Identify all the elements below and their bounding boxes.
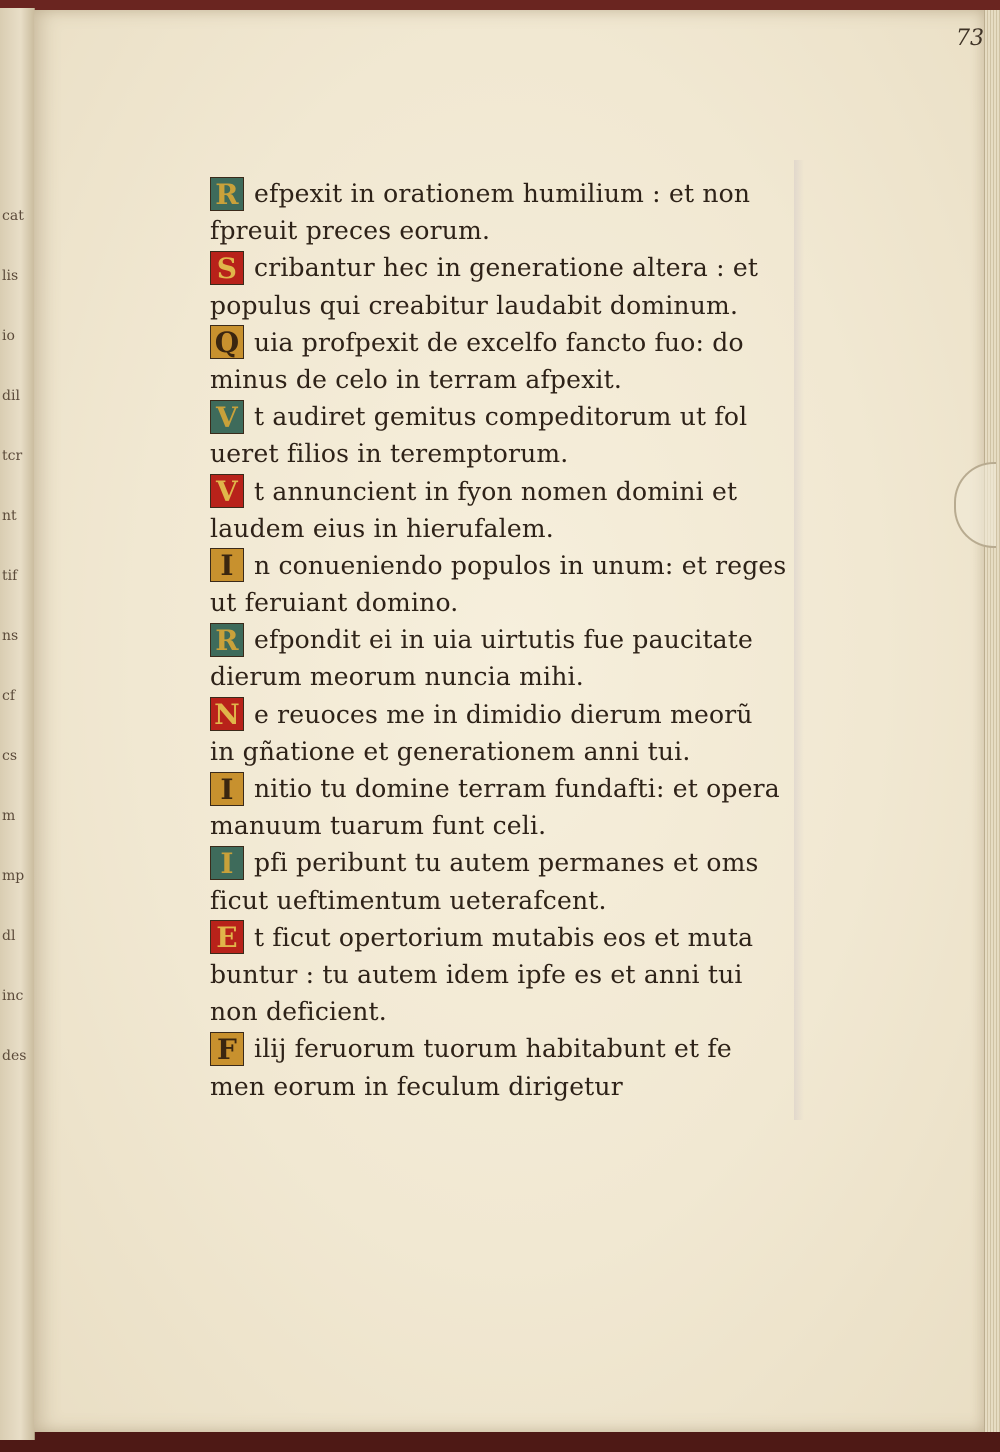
manuscript-line <box>210 956 810 993</box>
line-text: t annuncient in fyon nomen domini et <box>254 476 738 506</box>
line-text: in gñatione et generationem anni tui. <box>210 736 691 766</box>
prev-page-fragment: inc <box>2 988 24 1004</box>
psalm-text-block <box>210 175 810 1105</box>
manuscript-line <box>210 696 810 733</box>
line-text: pfi peribunt tu autem permanes et oms <box>254 848 759 878</box>
manuscript-line <box>210 621 810 658</box>
line-text: ficut ueftimentum ueterafcent. <box>210 885 607 915</box>
line-text: efpexit in orationem humilium : et non <box>254 179 751 208</box>
line-text: manuum tuarum funt celi. <box>210 811 547 841</box>
line-text: ueret filios in teremptorum. <box>210 439 569 469</box>
page-stack-edge <box>984 10 1000 1432</box>
line-text: ilij feruorum tuorum habitabunt et fe <box>254 1034 732 1064</box>
illuminated-initial: F <box>210 1032 244 1066</box>
manuscript-line <box>210 547 810 584</box>
prev-page-fragment: ns <box>2 628 19 644</box>
line-text: dierum meorum nuncia mihi. <box>210 662 584 692</box>
line-text: e reuoces me in dimidio dierum meorũ <box>254 699 753 729</box>
prev-page-fragment: m <box>2 808 16 824</box>
manuscript-line <box>210 919 810 956</box>
manuscript-line <box>210 212 810 249</box>
line-text: uia profpexit de excelfo fancto fuo: do <box>254 327 744 357</box>
manuscript-page <box>34 10 984 1432</box>
manuscript-line <box>210 398 810 435</box>
manuscript-line <box>210 993 810 1030</box>
folio-number: 73 <box>956 26 984 51</box>
line-text: cribantur hec in generatione altera : et <box>254 253 759 283</box>
manuscript-line <box>210 807 810 844</box>
line-text: men eorum in feculum dirigetur <box>210 1071 623 1101</box>
manuscript-line <box>210 473 810 510</box>
manuscript-line <box>210 882 810 919</box>
line-text: t audiret gemitus compeditorum ut fol <box>254 402 748 432</box>
line-text: n conueniendo populos in unum: et reges <box>254 550 787 580</box>
manuscript-line <box>210 844 810 881</box>
prev-page-fragment: tif <box>2 568 18 584</box>
prev-page-fragment: tcr <box>2 448 23 464</box>
previous-page-edge <box>0 8 35 1440</box>
prev-page-fragment: io <box>2 328 15 344</box>
manuscript-line <box>210 287 810 324</box>
prev-page-fragment: dl <box>2 928 16 944</box>
manuscript-line <box>210 510 810 547</box>
manuscript-line <box>210 324 810 361</box>
illuminated-initial: I <box>210 846 244 880</box>
line-text: populus qui creabitur laudabit dominum. <box>210 290 739 320</box>
line-text: non deficient. <box>210 997 387 1027</box>
line-text: efpondit ei in uia uirtutis fue paucitate <box>254 625 754 655</box>
manuscript-line <box>210 658 810 695</box>
illuminated-initial: V <box>210 400 244 434</box>
illuminated-initial: E <box>210 920 244 954</box>
line-text: buntur : tu autem idem ipfe es et anni tui <box>210 959 743 989</box>
manuscript-line <box>210 733 810 770</box>
manuscript-line <box>210 435 810 472</box>
manuscript-line <box>210 175 810 212</box>
prev-page-fragment: cf <box>2 688 16 704</box>
line-text: ut feruiant domino. <box>210 588 459 618</box>
illuminated-initial: R <box>210 177 244 211</box>
line-text: laudem eius in hierufalem. <box>210 513 554 543</box>
prev-page-fragment: cat <box>2 208 24 224</box>
prev-page-fragment: dil <box>2 388 20 404</box>
manuscript-line <box>210 584 810 621</box>
manuscript-line <box>210 1068 810 1105</box>
illuminated-initial: I <box>210 548 244 582</box>
prev-page-fragment: cs <box>2 748 18 764</box>
illuminated-initial: S <box>210 251 244 285</box>
illuminated-initial: Q <box>210 325 244 359</box>
illuminated-initial: R <box>210 623 244 657</box>
line-text: t ficut opertorium mutabis eos et muta <box>254 922 754 952</box>
illuminated-initial: I <box>210 772 244 806</box>
manuscript-line <box>210 361 810 398</box>
manuscript-line <box>210 770 810 807</box>
illuminated-initial: V <box>210 474 244 508</box>
prev-page-fragment: des <box>2 1048 27 1064</box>
line-text: fpreuit preces eorum. <box>210 216 491 246</box>
prev-page-fragment: lis <box>2 268 19 284</box>
prev-page-fragment: nt <box>2 508 17 524</box>
illuminated-initial: N <box>210 697 244 731</box>
line-text: minus de celo in terram afpexit. <box>210 364 623 394</box>
manuscript-line <box>210 1030 810 1067</box>
line-text: nitio tu domine terram fundafti: et opera <box>254 774 780 803</box>
prev-page-fragment: mp <box>2 868 25 884</box>
manuscript-line <box>210 249 810 286</box>
